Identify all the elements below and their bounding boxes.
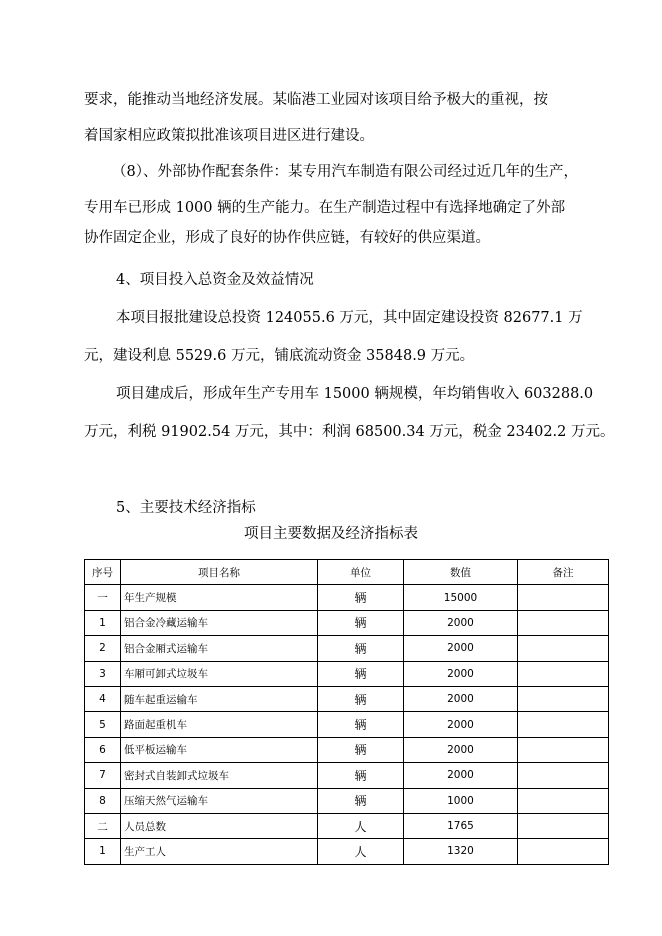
value: 2000 bbox=[404, 737, 518, 762]
note bbox=[518, 763, 609, 788]
unit: 辆 bbox=[318, 610, 404, 635]
section-heading-indicators: 5、主要技术经济指标 bbox=[116, 500, 256, 516]
value: 2000 bbox=[404, 686, 518, 711]
header-cell: 项目名称 bbox=[121, 560, 318, 585]
table-title: 项目主要数据及经济指标表 bbox=[244, 526, 418, 542]
value: 2000 bbox=[404, 763, 518, 788]
text-line: 项目建成后，形成年生产专用车 15000 辆规模，年均销售收入 603288.0 bbox=[116, 386, 594, 402]
table-row bbox=[85, 839, 609, 864]
table-row bbox=[85, 763, 609, 788]
row-number: 4 bbox=[85, 686, 121, 711]
note bbox=[518, 636, 609, 661]
item-name: 随车起重运输车 bbox=[121, 686, 318, 711]
unit: 辆 bbox=[318, 737, 404, 762]
row-number: 6 bbox=[85, 737, 121, 762]
row-number: 1 bbox=[85, 610, 121, 635]
table-header-row bbox=[85, 560, 609, 585]
row-number: 二 bbox=[85, 813, 121, 838]
value: 1765 bbox=[404, 813, 518, 838]
table-row bbox=[85, 788, 609, 813]
header-cell: 单位 bbox=[318, 560, 404, 585]
note bbox=[518, 686, 609, 711]
value: 2000 bbox=[404, 610, 518, 635]
text-line: 协作固定企业，形成了良好的协作供应链，有较好的供应渠道。 bbox=[84, 230, 490, 246]
unit: 辆 bbox=[318, 636, 404, 661]
table-row bbox=[85, 737, 609, 762]
value: 1320 bbox=[404, 839, 518, 864]
unit: 辆 bbox=[318, 763, 404, 788]
unit: 辆 bbox=[318, 712, 404, 737]
unit: 辆 bbox=[318, 661, 404, 686]
row-number: 2 bbox=[85, 636, 121, 661]
indicators-table bbox=[84, 559, 609, 865]
note bbox=[518, 737, 609, 762]
table-row bbox=[85, 686, 609, 711]
unit: 辆 bbox=[318, 585, 404, 610]
row-number: 8 bbox=[85, 788, 121, 813]
text-line: 专用车已形成 1000 辆的生产能力。在生产制造过程中有选择地确定了外部 bbox=[84, 200, 566, 216]
table-row bbox=[85, 712, 609, 737]
header-cell: 备注 bbox=[518, 560, 609, 585]
note bbox=[518, 712, 609, 737]
item-name: 压缩天然气运输车 bbox=[121, 788, 318, 813]
header-cell: 数值 bbox=[404, 560, 518, 585]
row-number: 1 bbox=[85, 839, 121, 864]
item-name: 生产工人 bbox=[121, 839, 318, 864]
note bbox=[518, 813, 609, 838]
table-row bbox=[85, 661, 609, 686]
table-row bbox=[85, 636, 609, 661]
note bbox=[518, 661, 609, 686]
item-name: 铝合金厢式运输车 bbox=[121, 636, 318, 661]
item-name: 低平板运输车 bbox=[121, 737, 318, 762]
item-name: 密封式自装卸式垃圾车 bbox=[121, 763, 318, 788]
note bbox=[518, 839, 609, 864]
text-line: 着国家相应政策拟批准该项目进区进行建设。 bbox=[84, 128, 374, 144]
text-line: 万元，利税 91902.54 万元，其中：利润 68500.34 万元，税金 23402.2 万元。 bbox=[84, 424, 615, 440]
unit: 辆 bbox=[318, 686, 404, 711]
item-name: 车厢可卸式垃圾车 bbox=[121, 661, 318, 686]
note bbox=[518, 610, 609, 635]
text-line: 元，建设利息 5529.6 万元，铺底流动资金 35848.9 万元。 bbox=[84, 348, 475, 364]
value: 2000 bbox=[404, 661, 518, 686]
note bbox=[518, 585, 609, 610]
table-row bbox=[85, 610, 609, 635]
text-line: 要求，能推动当地经济发展。某临港工业园对该项目给予极大的重视，按 bbox=[84, 92, 548, 108]
value: 2000 bbox=[404, 712, 518, 737]
unit: 人 bbox=[318, 813, 404, 838]
row-number: 一 bbox=[85, 585, 121, 610]
item-name: 路面起重机车 bbox=[121, 712, 318, 737]
text-line: 本项目报批建设总投资 124055.6 万元，其中固定建设投资 82677.1 万 bbox=[116, 310, 583, 326]
row-number: 7 bbox=[85, 763, 121, 788]
section-heading-investment: 4、项目投入总资金及效益情况 bbox=[116, 272, 314, 288]
header-cell: 序号 bbox=[85, 560, 121, 585]
value: 15000 bbox=[404, 585, 518, 610]
text-line: （8）、外部协作配套条件：某专用汽车制造有限公司经过近几年的生产， bbox=[112, 164, 578, 180]
row-number: 3 bbox=[85, 661, 121, 686]
value: 1000 bbox=[404, 788, 518, 813]
note bbox=[518, 788, 609, 813]
table-row bbox=[85, 813, 609, 838]
table-row bbox=[85, 585, 609, 610]
unit: 人 bbox=[318, 839, 404, 864]
item-name: 人员总数 bbox=[121, 813, 318, 838]
unit: 辆 bbox=[318, 788, 404, 813]
item-name: 年生产规模 bbox=[121, 585, 318, 610]
value: 2000 bbox=[404, 636, 518, 661]
item-name: 铝合金冷藏运输车 bbox=[121, 610, 318, 635]
row-number: 5 bbox=[85, 712, 121, 737]
